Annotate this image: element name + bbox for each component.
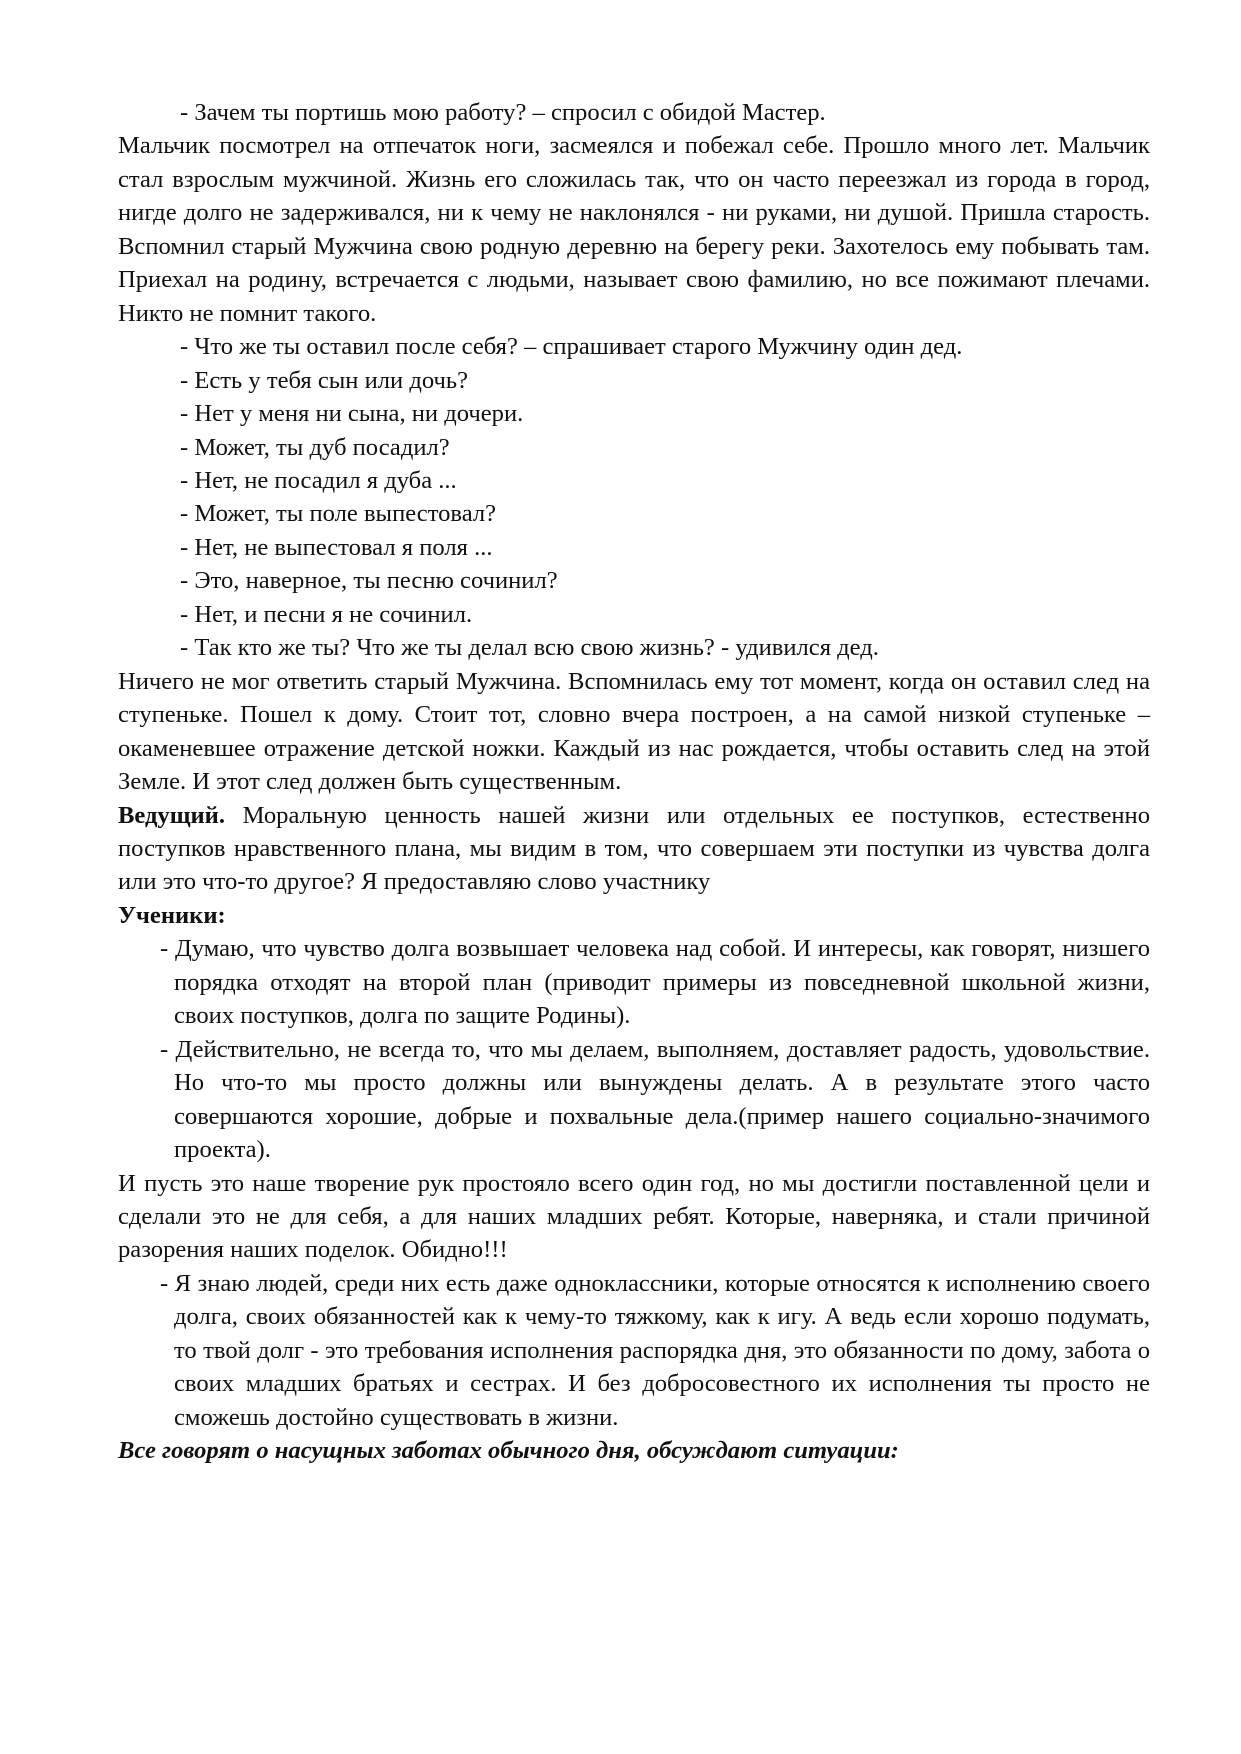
students-label: Ученики:: [118, 901, 226, 929]
dialogue-line: - Может, ты дуб посадил?: [180, 433, 450, 461]
page-text: [118, 96, 1150, 1468]
dialogue-line: - Нет, не выпестовал я поля ...: [180, 533, 493, 561]
opening-line: - Зачем ты портишь мою работу? – спросил с обидой Мастер.: [180, 99, 826, 126]
paragraph-project: И пусть это наше творение рук простояло всего один год, но мы достигли поставленной цели и сделали это не для себя, а для наших младших ребят. Которые, наверняка, и стали причиной разорения наших поделок. Обидно!!!: [118, 1169, 1150, 1264]
dialogue-block: [118, 330, 1150, 665]
closing-stage-direction: Все говорят о насущных заботах обычного дня, обсуждают ситуации:: [118, 1437, 899, 1465]
student-item: - Действительно, не всегда то, что мы делаем, выполняем, доставляет радость, удовольствие. Но что-то мы просто должны или вынуждены делать. А в результате этого часто совершаются хорошие, добрые и похвальные дела.(пример нашего социально-значимого проекта).: [160, 1035, 1150, 1164]
host-label: Ведущий.: [118, 801, 225, 829]
dialogue-line: - Есть у тебя сын или дочь?: [180, 366, 469, 394]
dialogue-line: - Что же ты оставил после себя? – спрашивает старого Мужчину один дед.: [180, 333, 963, 361]
dialogue-line: - Так кто же ты? Что же ты делал всю свою жизнь? - удивился дед.: [180, 634, 879, 662]
dialogue-line: - Это, наверное, ты песню сочинил?: [180, 567, 558, 595]
dialogue-line: - Нет, не посадил я дуба ...: [180, 466, 457, 494]
host-text: Моральную ценность нашей жизни или отдельных ее поступков, естественно поступков нравственного плана, мы видим в том, что совершаем эти поступки из чувства долга или это что-то другое? Я предоставляю слово участнику: [118, 801, 1150, 896]
dialogue-line: - Может, ты поле выпестовал?: [180, 500, 497, 528]
paragraph-story: Мальчик посмотрел на отпечаток ноги, засмеялся и побежал себе. Прошло много лет. Мальчик стал взрослым мужчиной. Жизнь его сложилась так, что он часто переезжал из города в город, нигде долго не задерживался, ни к чему не наклонялся - ни руками, ни душой. Пришла старость. Вспомнил старый Мужчина свою родную деревню на берегу реки. Захотелось ему побывать там. Приехал на родину, встречается с людьми, называет свою фамилию, но все пожимают плечами. Никто не помнит такого.: [118, 132, 1150, 327]
host-paragraph: [118, 799, 1150, 899]
paragraph-ending: Ничего не мог ответить старый Мужчина. Вспомнилась ему тот момент, когда он оставил след на ступеньке. Пошел к дому. Стоит тот, словно вчера построен, а на самой низкой ступеньке – окаменевшее отражение детской ножки. Каждый из нас рождается, чтобы оставить след на этой Земле. И этот след должен быть существенным.: [118, 667, 1150, 796]
student-item-last: - Я знаю людей, среди них есть даже одноклассники, которые относятся к исполнению своего долга, своих обязанностей как к чему-то тяжкому, как к игу. А ведь если хорошо подумать, то твой долг - это требования исполнения распорядка дня, это обязанности по дому, забота о своих младших братьях и сестрах. И без добросовестного их исполнения ты просто не сможешь достойно существовать в жизни.: [160, 1269, 1150, 1431]
dialogue-line: - Нет у меня ни сына, ни дочери.: [180, 400, 524, 428]
dialogue-line: - Нет, и песни я не сочинил.: [180, 600, 473, 628]
student-item: - Думаю, что чувство долга возвышает человека над собой. И интересы, как говорят, низшего порядка отходят на второй план (приводит примеры из повседневной школьной жизни, своих поступков, долга по защите Родины).: [160, 935, 1150, 1030]
